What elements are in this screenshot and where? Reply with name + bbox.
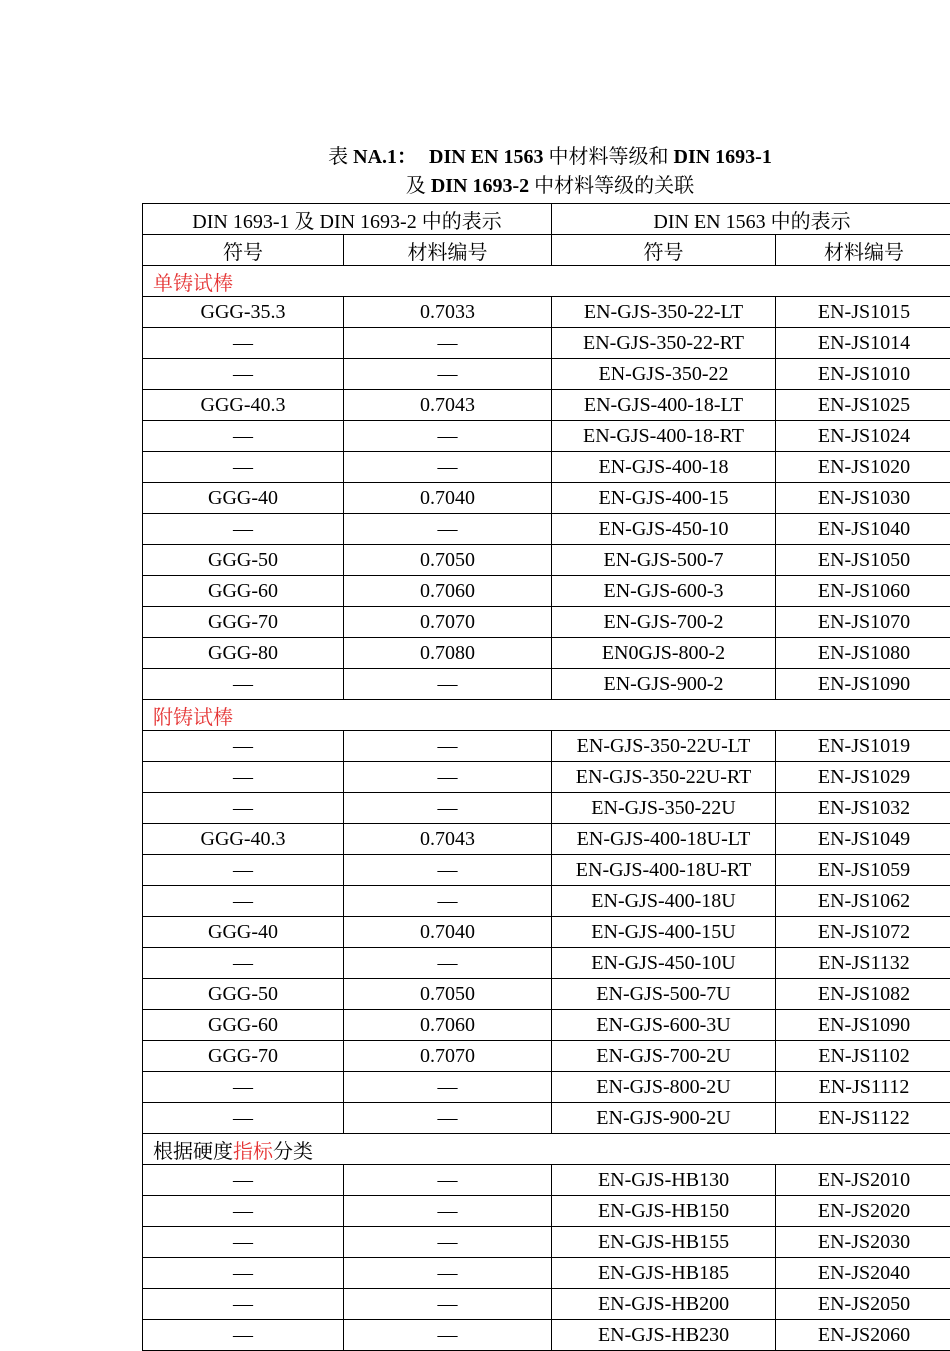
cell-new-symbol: EN-GJS-700-2 xyxy=(552,607,776,638)
table-row xyxy=(143,1196,950,1227)
cell-new-symbol: EN-GJS-HB230 xyxy=(552,1320,776,1351)
cell-new-symbol: EN-GJS-HB155 xyxy=(552,1227,776,1258)
cell-old-symbol: GGG-70 xyxy=(143,607,344,638)
cell-old-symbol: — xyxy=(143,1320,344,1351)
cell-old-material-number: — xyxy=(344,328,552,359)
cell-new-symbol: EN-GJS-800-2U xyxy=(552,1072,776,1103)
cell-new-symbol: EN-GJS-350-22U-RT xyxy=(552,762,776,793)
cell-new-symbol: EN-GJS-HB185 xyxy=(552,1258,776,1289)
cell-old-material-number: 0.7043 xyxy=(344,824,552,855)
cell-old-material-number: — xyxy=(344,421,552,452)
cell-old-symbol: — xyxy=(143,421,344,452)
cell-old-material-number: 0.7080 xyxy=(344,638,552,669)
cell-new-material-number: EN-JS1062 xyxy=(776,886,950,917)
cell-old-symbol: GGG-60 xyxy=(143,576,344,607)
cell-old-symbol: — xyxy=(143,855,344,886)
cell-old-symbol: — xyxy=(143,886,344,917)
table-row xyxy=(143,390,950,421)
table-row xyxy=(143,359,950,390)
cell-new-material-number: EN-JS1010 xyxy=(776,359,950,390)
cell-new-symbol: EN-GJS-450-10U xyxy=(552,948,776,979)
table-row xyxy=(143,328,950,359)
cell-old-symbol: — xyxy=(143,762,344,793)
cell-new-material-number: EN-JS2060 xyxy=(776,1320,950,1351)
table-row xyxy=(143,979,950,1010)
section-title-highlight: 附铸试棒 xyxy=(153,707,233,729)
cell-old-symbol: — xyxy=(143,328,344,359)
table-row xyxy=(143,886,950,917)
cell-new-symbol: EN-GJS-900-2U xyxy=(552,1103,776,1134)
section-title-text: 分类 xyxy=(273,1141,313,1163)
title-mid-text: 中材料等级和 xyxy=(544,146,674,168)
cell-old-material-number: 0.7070 xyxy=(344,607,552,638)
cell-old-symbol: — xyxy=(143,452,344,483)
cell-old-symbol: — xyxy=(143,514,344,545)
table-row xyxy=(143,638,950,669)
title-suffix: 中材料等级的关联 xyxy=(529,175,694,197)
table-row xyxy=(143,1103,950,1134)
section-title xyxy=(143,1134,950,1165)
cell-old-material-number: 0.7043 xyxy=(344,390,552,421)
cell-new-material-number: EN-JS1059 xyxy=(776,855,950,886)
cell-new-material-number: EN-JS2050 xyxy=(776,1289,950,1320)
cell-new-material-number: EN-JS1024 xyxy=(776,421,950,452)
cell-new-symbol: EN-GJS-350-22-RT xyxy=(552,328,776,359)
cell-old-symbol: GGG-70 xyxy=(143,1041,344,1072)
cell-old-symbol: — xyxy=(143,793,344,824)
table-row xyxy=(143,545,950,576)
header-row-groups xyxy=(143,204,950,235)
cell-new-material-number: EN-JS2010 xyxy=(776,1165,950,1196)
cell-new-symbol: EN-GJS-600-3U xyxy=(552,1010,776,1041)
cell-new-material-number: EN-JS1015 xyxy=(776,297,950,328)
cell-old-symbol: GGG-40.3 xyxy=(143,824,344,855)
cell-new-material-number: EN-JS1025 xyxy=(776,390,950,421)
section-header-row xyxy=(143,700,950,731)
cell-old-material-number: — xyxy=(344,1196,552,1227)
table-title-line1 xyxy=(0,144,950,170)
cell-new-material-number: EN-JS1049 xyxy=(776,824,950,855)
table-row xyxy=(143,948,950,979)
cell-new-material-number: EN-JS1122 xyxy=(776,1103,950,1134)
cell-new-material-number: EN-JS1030 xyxy=(776,483,950,514)
cell-old-symbol: — xyxy=(143,669,344,700)
cell-new-material-number: EN-JS1132 xyxy=(776,948,950,979)
table-row xyxy=(143,297,950,328)
cell-new-material-number: EN-JS1029 xyxy=(776,762,950,793)
table-row xyxy=(143,793,950,824)
section-title-highlight: 单铸试棒 xyxy=(153,273,233,295)
table-row xyxy=(143,1258,950,1289)
standard-din-1693-1: DIN 1693-1 xyxy=(674,146,772,168)
cell-new-material-number: EN-JS2040 xyxy=(776,1258,950,1289)
table-row xyxy=(143,855,950,886)
cell-old-material-number: 0.7060 xyxy=(344,1010,552,1041)
cell-old-material-number: 0.7040 xyxy=(344,483,552,514)
cell-old-symbol: — xyxy=(143,1289,344,1320)
title-prefix-2: 及 xyxy=(406,175,431,197)
cell-old-symbol: — xyxy=(143,1072,344,1103)
cell-old-material-number: — xyxy=(344,1320,552,1351)
cell-old-symbol: — xyxy=(143,1258,344,1289)
cell-new-material-number: EN-JS1070 xyxy=(776,607,950,638)
cell-old-symbol: GGG-50 xyxy=(143,545,344,576)
table-row xyxy=(143,514,950,545)
cell-new-symbol: EN-GJS-400-18U xyxy=(552,886,776,917)
table-row xyxy=(143,669,950,700)
cell-new-material-number: EN-JS1082 xyxy=(776,979,950,1010)
cell-old-material-number: 0.7050 xyxy=(344,545,552,576)
section-title xyxy=(143,700,950,731)
cell-new-symbol: EN-GJS-400-18-LT xyxy=(552,390,776,421)
header-old-material-number: 材料编号 xyxy=(344,235,552,266)
cell-new-symbol: EN-GJS-350-22 xyxy=(552,359,776,390)
material-grade-table xyxy=(142,203,950,1351)
cell-old-material-number: — xyxy=(344,452,552,483)
cell-new-symbol: EN-GJS-900-2 xyxy=(552,669,776,700)
cell-old-symbol: GGG-50 xyxy=(143,979,344,1010)
section-header-row xyxy=(143,266,950,297)
cell-new-material-number: EN-JS1032 xyxy=(776,793,950,824)
cell-old-symbol: — xyxy=(143,1196,344,1227)
cell-old-material-number: 0.7040 xyxy=(344,917,552,948)
table-row xyxy=(143,576,950,607)
header-row-columns xyxy=(143,235,950,266)
cell-old-material-number: 0.7033 xyxy=(344,297,552,328)
cell-old-material-number: 0.7060 xyxy=(344,576,552,607)
cell-new-symbol: EN-GJS-400-15 xyxy=(552,483,776,514)
table-row xyxy=(143,421,950,452)
cell-old-symbol: — xyxy=(143,359,344,390)
cell-old-symbol: — xyxy=(143,1103,344,1134)
cell-old-material-number: — xyxy=(344,1072,552,1103)
title-prefix: 表 xyxy=(328,146,353,168)
header-din-1693: DIN 1693-1 及 DIN 1693-2 中的表示 xyxy=(143,204,552,235)
cell-old-material-number: — xyxy=(344,669,552,700)
cell-old-symbol: GGG-40 xyxy=(143,483,344,514)
table-row xyxy=(143,1010,950,1041)
cell-new-material-number: EN-JS2020 xyxy=(776,1196,950,1227)
cell-old-material-number: — xyxy=(344,948,552,979)
cell-old-symbol: GGG-40 xyxy=(143,917,344,948)
table-row xyxy=(143,1072,950,1103)
cell-old-symbol: GGG-80 xyxy=(143,638,344,669)
cell-new-material-number: EN-JS1040 xyxy=(776,514,950,545)
cell-old-material-number: 0.7050 xyxy=(344,979,552,1010)
cell-old-material-number: — xyxy=(344,1289,552,1320)
header-old-symbol: 符号 xyxy=(143,235,344,266)
cell-new-symbol: EN-GJS-500-7 xyxy=(552,545,776,576)
cell-old-symbol: GGG-60 xyxy=(143,1010,344,1041)
cell-new-symbol: EN-GJS-350-22U xyxy=(552,793,776,824)
cell-new-material-number: EN-JS1014 xyxy=(776,328,950,359)
cell-new-material-number: EN-JS1060 xyxy=(776,576,950,607)
table-row xyxy=(143,731,950,762)
standard-din-en-1563: DIN EN 1563 xyxy=(429,146,543,168)
cell-old-material-number: — xyxy=(344,793,552,824)
cell-new-symbol: EN-GJS-400-18-RT xyxy=(552,421,776,452)
cell-new-material-number: EN-JS1090 xyxy=(776,669,950,700)
cell-new-symbol: EN-GJS-HB150 xyxy=(552,1196,776,1227)
header-din-en-1563: DIN EN 1563 中的表示 xyxy=(552,204,950,235)
cell-old-symbol: GGG-40.3 xyxy=(143,390,344,421)
table-row xyxy=(143,1320,950,1351)
table-row xyxy=(143,607,950,638)
cell-new-symbol: EN-GJS-400-18U-RT xyxy=(552,855,776,886)
cell-new-symbol: EN0GJS-800-2 xyxy=(552,638,776,669)
cell-new-material-number: EN-JS1020 xyxy=(776,452,950,483)
section-title-text: 根据硬度 xyxy=(153,1141,233,1163)
cell-old-material-number: — xyxy=(344,514,552,545)
cell-new-symbol: EN-GJS-700-2U xyxy=(552,1041,776,1072)
table-title-line2 xyxy=(0,173,950,199)
cell-new-material-number: EN-JS1019 xyxy=(776,731,950,762)
cell-old-material-number: — xyxy=(344,1165,552,1196)
cell-new-material-number: EN-JS2030 xyxy=(776,1227,950,1258)
section-title-highlight: 指标 xyxy=(233,1141,273,1163)
cell-new-symbol: EN-GJS-HB130 xyxy=(552,1165,776,1196)
cell-new-symbol: EN-GJS-400-18U-LT xyxy=(552,824,776,855)
cell-old-material-number: — xyxy=(344,359,552,390)
cell-old-symbol: — xyxy=(143,731,344,762)
table-row xyxy=(143,917,950,948)
cell-new-material-number: EN-JS1102 xyxy=(776,1041,950,1072)
section-title xyxy=(143,266,950,297)
cell-new-symbol: EN-GJS-400-18 xyxy=(552,452,776,483)
table-row xyxy=(143,1165,950,1196)
cell-new-material-number: EN-JS1050 xyxy=(776,545,950,576)
header-new-material-number: 材料编号 xyxy=(776,235,950,266)
cell-new-material-number: EN-JS1090 xyxy=(776,1010,950,1041)
cell-old-material-number: — xyxy=(344,1103,552,1134)
cell-new-symbol: EN-GJS-600-3 xyxy=(552,576,776,607)
section-header-row xyxy=(143,1134,950,1165)
cell-new-material-number: EN-JS1080 xyxy=(776,638,950,669)
cell-new-symbol: EN-GJS-450-10 xyxy=(552,514,776,545)
cell-old-material-number: — xyxy=(344,1258,552,1289)
header-new-symbol: 符号 xyxy=(552,235,776,266)
cell-old-material-number: 0.7070 xyxy=(344,1041,552,1072)
cell-new-symbol: EN-GJS-HB200 xyxy=(552,1289,776,1320)
table-body xyxy=(143,204,950,1351)
cell-old-symbol: — xyxy=(143,948,344,979)
cell-new-symbol: EN-GJS-400-15U xyxy=(552,917,776,948)
table-row xyxy=(143,1041,950,1072)
cell-old-material-number: — xyxy=(344,762,552,793)
cell-old-symbol: — xyxy=(143,1165,344,1196)
cell-old-material-number: — xyxy=(344,1227,552,1258)
cell-old-material-number: — xyxy=(344,855,552,886)
table-label: NA.1： xyxy=(353,146,417,168)
table-row xyxy=(143,762,950,793)
cell-old-material-number: — xyxy=(344,886,552,917)
cell-old-symbol: GGG-35.3 xyxy=(143,297,344,328)
cell-new-material-number: EN-JS1112 xyxy=(776,1072,950,1103)
cell-old-symbol: — xyxy=(143,1227,344,1258)
standard-din-1693-2: DIN 1693-2 xyxy=(431,175,529,197)
table-row xyxy=(143,1227,950,1258)
cell-new-symbol: EN-GJS-350-22-LT xyxy=(552,297,776,328)
table-row xyxy=(143,452,950,483)
cell-old-material-number: — xyxy=(344,731,552,762)
table-row xyxy=(143,824,950,855)
cell-new-symbol: EN-GJS-350-22U-LT xyxy=(552,731,776,762)
table-row xyxy=(143,1289,950,1320)
table-row xyxy=(143,483,950,514)
cell-new-symbol: EN-GJS-500-7U xyxy=(552,979,776,1010)
cell-new-material-number: EN-JS1072 xyxy=(776,917,950,948)
